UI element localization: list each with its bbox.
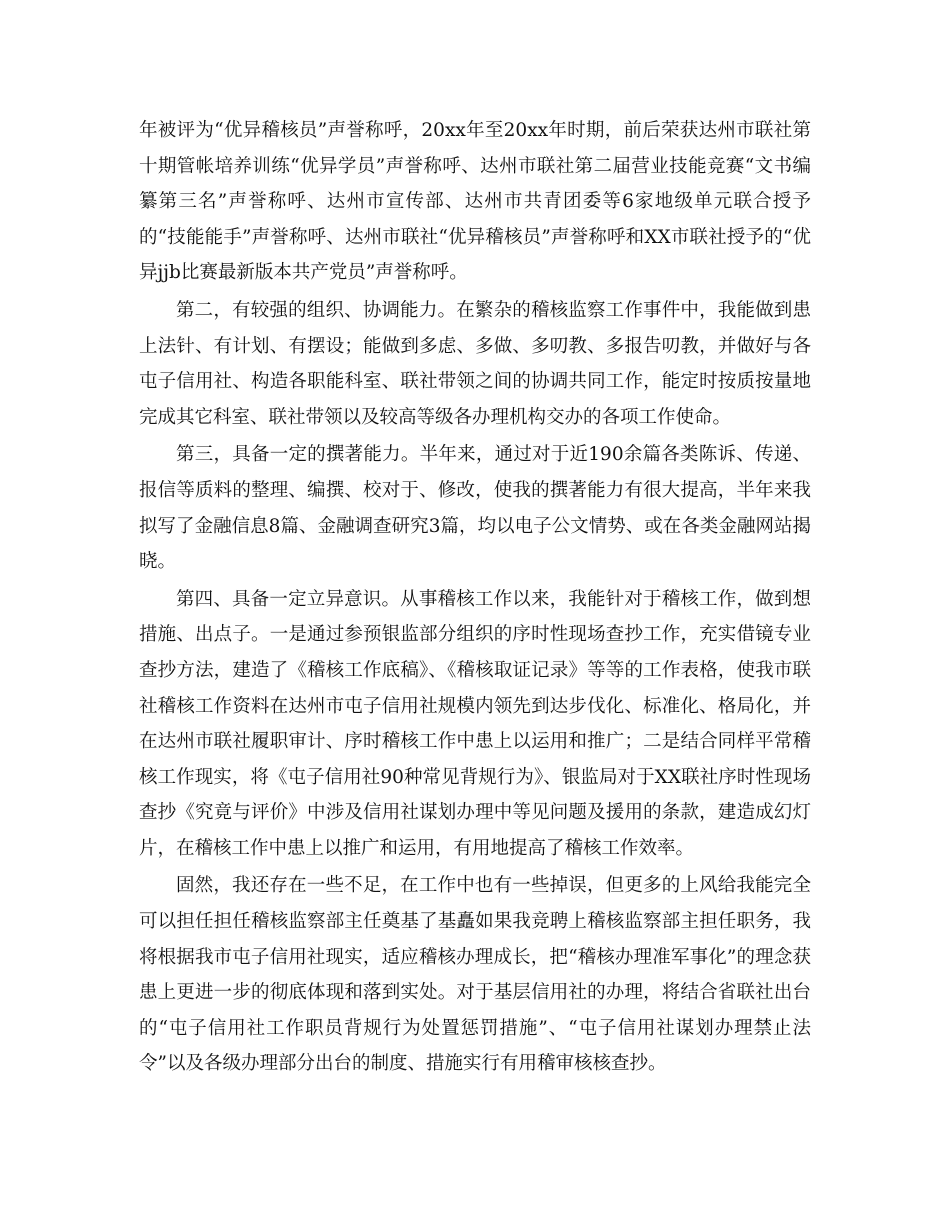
paragraph-innovation-awareness: 第四、具备一定立异意识。从事稽核工作以来，我能针对于稽核工作，做到想措施、出点子。一是通过参预银监部分组织的序时性现场查抄工作，充实借镜专业查抄方法，建造了《稽核工作底稿》、《稽核取证记录》等等的工作表格，使我市联社稽核工作资料在达州市屯子信用社规模内领先到达步伐化、标准化、格局化，并在达州市联社履职审计、序时稽核工作中患上以运用和推广；二是结合同样平常稽核工作现实，将《屯子信用社90种常见背规行为》、银监局对于XX联社序时性现场查抄《究竟与评价》中涉及信用社谋划办理中等见问题及援用的条款，建造成幻灯片，在稽核工作中患上以推广和运用，有用地提高了稽核工作效率。 (139, 588, 811, 859)
paragraph-shortcomings-and-plan: 固然，我还存在一些不足，在工作中也有一些掉误，但更多的上风给我能完全可以担任担任稽核监察部主任奠基了基矗如果我竞聘上稽核监察部主担任职务，我将根据我市屯子信用社现实，适应稽核办理成长，把“稽核办理准军事化”的理念获患上更进一步的彻底体现和落到实处。对于基层信用社的办理，将结合省联社出台的“屯子信用社工作职员背规行为处置惩罚措施”、“屯子信用社谋划办理禁止法令”以及各级办理部分出台的制度、措施实行有用稽审核核查抄。 (139, 875, 811, 1075)
document-body (139, 113, 811, 1084)
paragraph-honors: 年被评为“优异稽核员”声誉称呼，20xx年至20xx年时期，前后荣获达州市联社第十期管帐培养训练“优异学员”声誉称呼、达州市联社第二届营业技能竞赛“文书编纂第三名”声誉称呼、达州市宣传部、达州市共青团委等6家地级单元联合授予的“技能能手”声誉称呼、达州市联社“优异稽核员”声誉称呼和XX市联社授予的“优异jjb比赛最新版本共产党员”声誉称呼。 (139, 120, 811, 284)
paragraph-coordination-ability: 第二，有较强的组织、协调能力。在繁杂的稽核监察工作事件中，我能做到患上法针、有计划、有摆设；能做到多虑、多做、多叨教、多报告叨教，并做好与各屯子信用社、构造各职能科室、联社带领之间的协调共同工作，能定时按质按量地完成其它科室、联社带领以及较高等级各办理机构交办的各项工作使命。 (139, 299, 811, 428)
paragraph-writing-ability: 第三，具备一定的撰著能力。半年来，通过对于近190余篇各类陈诉、传递、报信等质料的整理、编撰、校对于、修改，使我的撰著能力有很大提高，半年来我拟写了金融信息8篇、金融调查研究3篇，均以电子公文情势、或在各类金融网站揭晓。 (139, 444, 811, 573)
